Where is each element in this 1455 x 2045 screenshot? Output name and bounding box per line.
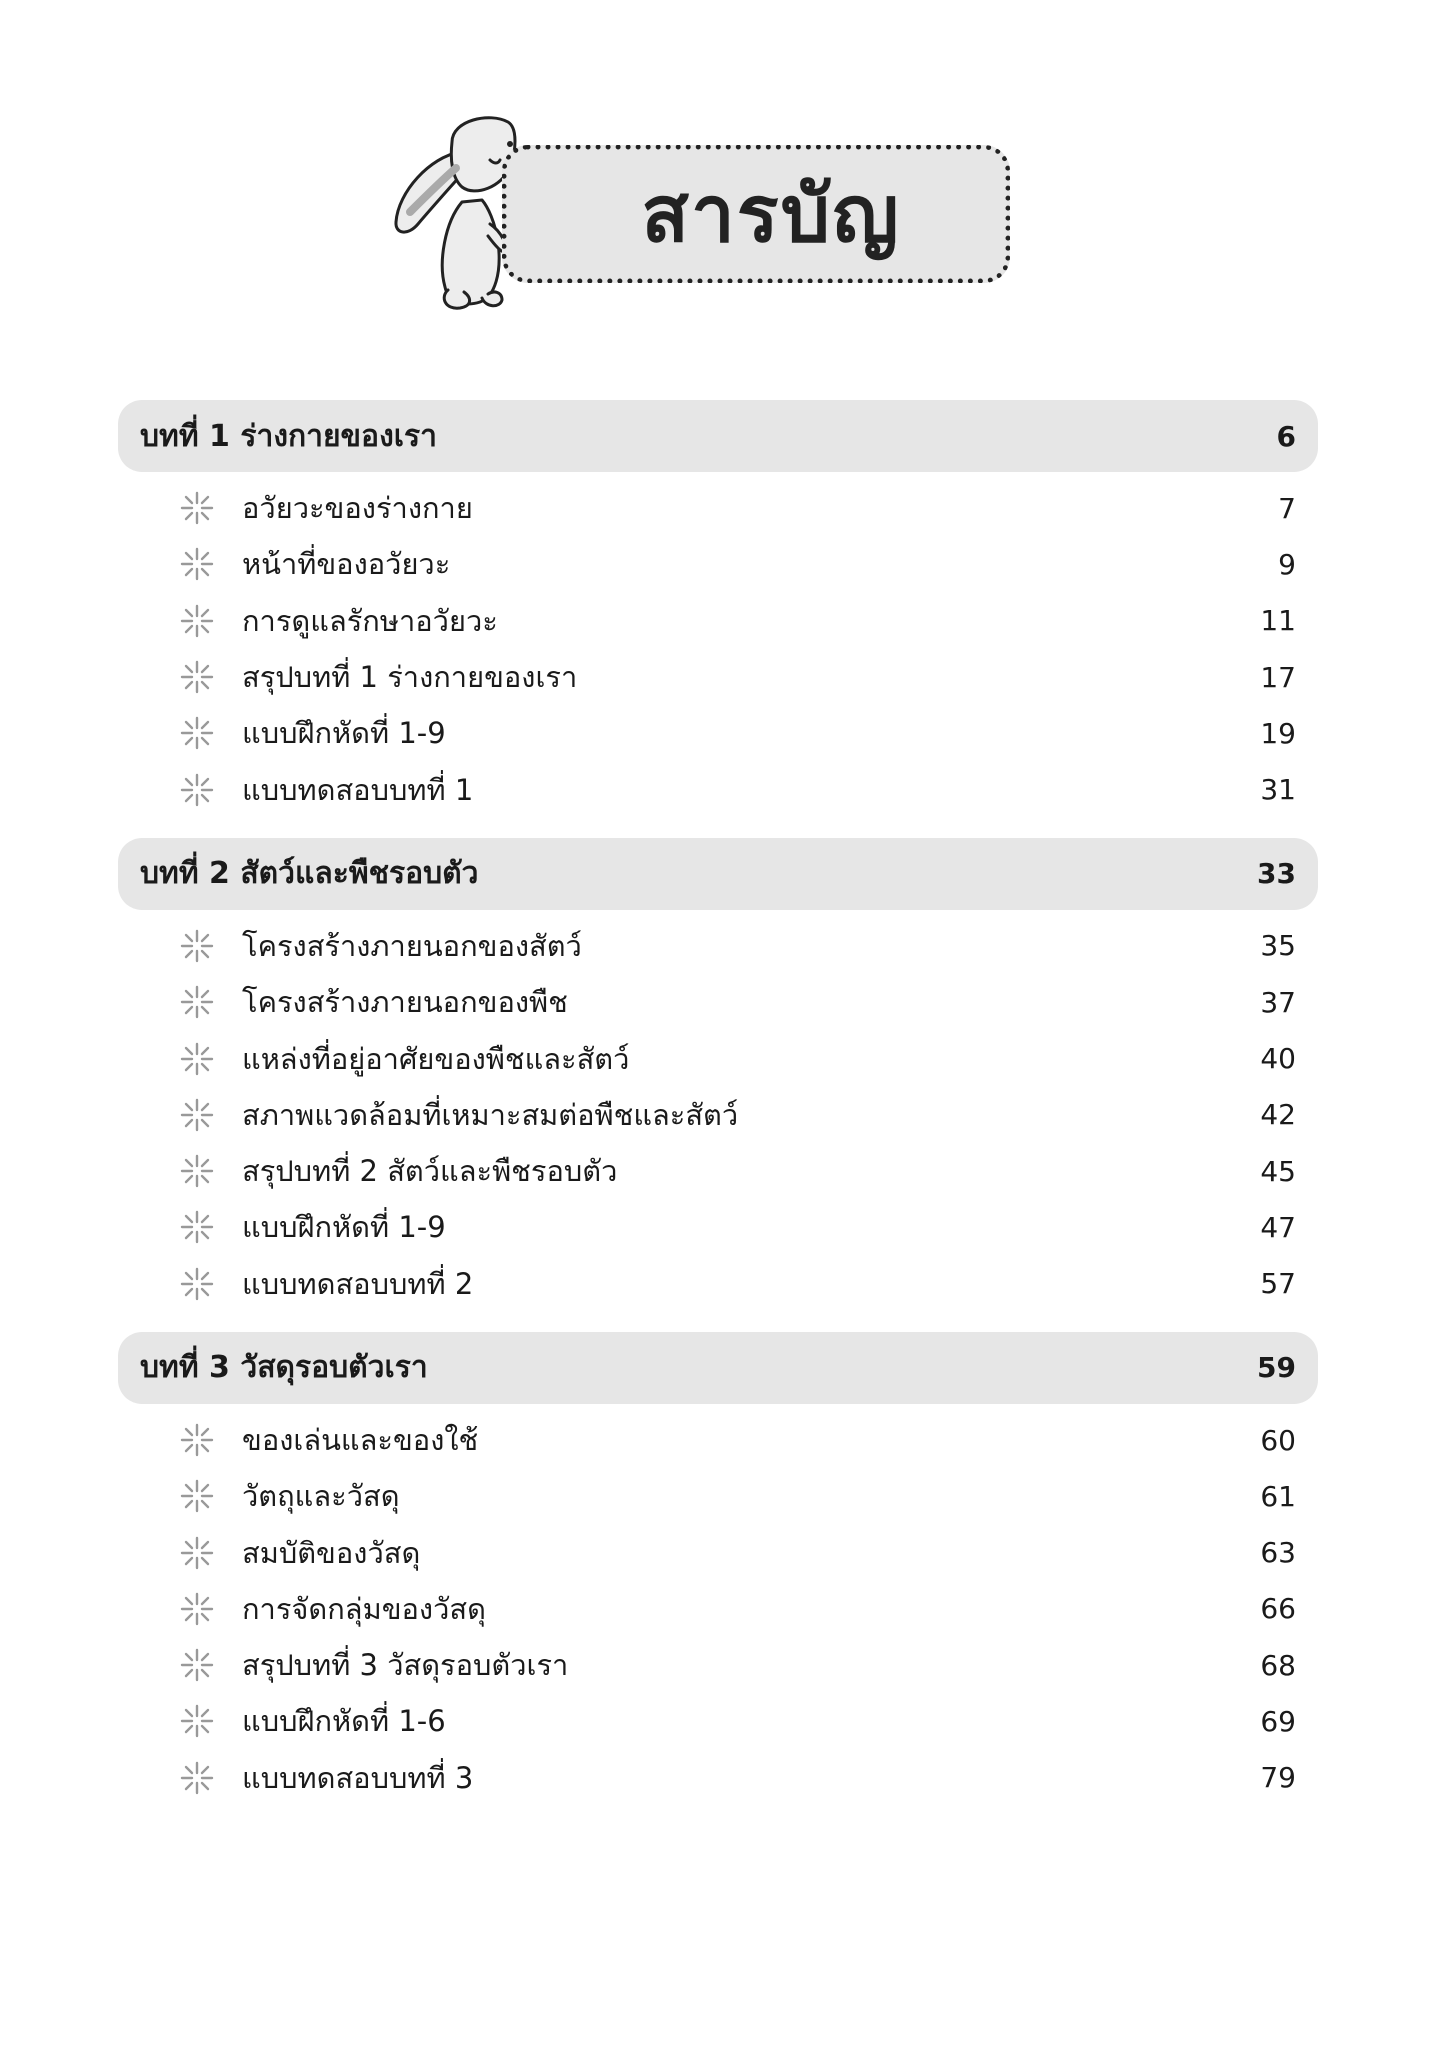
sparkle-bullet-icon xyxy=(180,1536,214,1570)
entry-page-number: 42 xyxy=(1260,1098,1296,1132)
chapter-3 xyxy=(118,1332,1318,1806)
chapter-header[interactable] xyxy=(118,400,1318,472)
chapter-entries xyxy=(118,480,1318,818)
entry-page-number: 9 xyxy=(1278,547,1296,581)
entry-page-number: 61 xyxy=(1260,1479,1296,1513)
sparkle-bullet-icon xyxy=(180,929,214,963)
chapter-entries xyxy=(118,918,1318,1312)
entry-page-number: 68 xyxy=(1260,1648,1296,1682)
sparkle-bullet-icon xyxy=(180,1423,214,1457)
toc-entry[interactable] xyxy=(118,761,1318,817)
toc-entry[interactable] xyxy=(118,1581,1318,1637)
table-of-contents xyxy=(118,400,1318,1826)
sparkle-bullet-icon xyxy=(180,1042,214,1076)
toc-entry[interactable] xyxy=(118,1030,1318,1086)
entry-title: แหล่งที่อยู่อาศัยของพืชและสัตว์ xyxy=(242,1041,630,1076)
page-title: สารบัญ xyxy=(641,170,901,260)
toc-entry[interactable] xyxy=(118,593,1318,649)
entry-page-number: 31 xyxy=(1260,773,1296,807)
toc-entry[interactable] xyxy=(118,536,1318,592)
toc-entry[interactable] xyxy=(118,649,1318,705)
entry-page-number: 69 xyxy=(1260,1704,1296,1738)
entry-title: แบบทดสอบบทที่ 1 xyxy=(242,772,474,807)
sparkle-bullet-icon xyxy=(180,716,214,750)
sparkle-bullet-icon xyxy=(180,547,214,581)
chapter-page-number: 33 xyxy=(1257,857,1296,891)
toc-header xyxy=(390,112,1030,312)
entry-title: แบบทดสอบบทที่ 3 xyxy=(242,1760,474,1795)
entry-page-number: 60 xyxy=(1260,1423,1296,1457)
toc-entry[interactable] xyxy=(118,1524,1318,1580)
title-box xyxy=(502,145,1010,283)
sparkle-bullet-icon xyxy=(180,985,214,1019)
entry-title: หน้าที่ของอวัยวะ xyxy=(242,547,451,582)
chapter-2 xyxy=(118,838,1318,1312)
toc-entry[interactable] xyxy=(118,1199,1318,1255)
entry-title: แบบฝึกหัดที่ 1-9 xyxy=(242,716,446,751)
toc-entry[interactable] xyxy=(118,918,1318,974)
entry-page-number: 66 xyxy=(1260,1592,1296,1626)
toc-entry[interactable] xyxy=(118,1750,1318,1806)
entry-title: โครงสร้างภายนอกของสัตว์ xyxy=(242,928,582,963)
entry-title: อวัยวะของร่างกาย xyxy=(242,491,473,526)
entry-page-number: 57 xyxy=(1260,1267,1296,1301)
sparkle-bullet-icon xyxy=(180,1267,214,1301)
toc-entry[interactable] xyxy=(118,1256,1318,1312)
toc-entry[interactable] xyxy=(118,974,1318,1030)
sparkle-bullet-icon xyxy=(180,660,214,694)
entry-page-number: 45 xyxy=(1260,1154,1296,1188)
chapter-page-number: 6 xyxy=(1276,419,1296,453)
chapter-header[interactable] xyxy=(118,838,1318,910)
entry-page-number: 63 xyxy=(1260,1536,1296,1570)
entry-title: แบบฝึกหัดที่ 1-6 xyxy=(242,1704,446,1739)
chapter-page-number: 59 xyxy=(1257,1351,1296,1385)
chapter-title: บทที่ 3 วัสดุรอบตัวเรา xyxy=(140,1350,428,1386)
entry-page-number: 47 xyxy=(1260,1210,1296,1244)
chapter-1 xyxy=(118,400,1318,818)
entry-title: สมบัติของวัสดุ xyxy=(242,1535,421,1570)
sparkle-bullet-icon xyxy=(180,1648,214,1682)
entry-page-number: 19 xyxy=(1260,716,1296,750)
chapter-title: บทที่ 2 สัตว์และพืชรอบตัว xyxy=(140,856,479,892)
toc-entry[interactable] xyxy=(118,1468,1318,1524)
entry-page-number: 17 xyxy=(1260,660,1296,694)
entry-title: วัตถุและวัสดุ xyxy=(242,1479,400,1514)
chapter-header[interactable] xyxy=(118,1332,1318,1404)
chapter-entries xyxy=(118,1412,1318,1806)
entry-title: โครงสร้างภายนอกของพืช xyxy=(242,985,568,1020)
entry-page-number: 40 xyxy=(1260,1042,1296,1076)
entry-page-number: 7 xyxy=(1278,491,1296,525)
entry-title: สรุปบทที่ 1 ร่างกายของเรา xyxy=(242,660,578,695)
entry-title: การจัดกลุ่มของวัสดุ xyxy=(242,1591,486,1626)
toc-entry[interactable] xyxy=(118,1412,1318,1468)
entry-title: สภาพแวดล้อมที่เหมาะสมต่อพืชและสัตว์ xyxy=(242,1097,739,1132)
sparkle-bullet-icon xyxy=(180,1154,214,1188)
entry-title: สรุปบทที่ 3 วัสดุรอบตัวเรา xyxy=(242,1648,569,1683)
entry-title: สรุปบทที่ 2 สัตว์และพืชรอบตัว xyxy=(242,1154,618,1189)
sparkle-bullet-icon xyxy=(180,1098,214,1132)
toc-entry[interactable] xyxy=(118,705,1318,761)
sparkle-bullet-icon xyxy=(180,1592,214,1626)
sparkle-bullet-icon xyxy=(180,604,214,638)
entry-title: แบบทดสอบบทที่ 2 xyxy=(242,1266,474,1301)
toc-entry[interactable] xyxy=(118,1693,1318,1749)
entry-title: การดูแลรักษาอวัยวะ xyxy=(242,603,498,638)
entry-title: แบบฝึกหัดที่ 1-9 xyxy=(242,1210,446,1245)
sparkle-bullet-icon xyxy=(180,1210,214,1244)
entry-title: ของเล่นและของใช้ xyxy=(242,1423,479,1457)
sparkle-bullet-icon xyxy=(180,1479,214,1513)
toc-entry[interactable] xyxy=(118,480,1318,536)
entry-page-number: 37 xyxy=(1260,985,1296,1019)
toc-entry[interactable] xyxy=(118,1637,1318,1693)
toc-entry[interactable] xyxy=(118,1143,1318,1199)
sparkle-bullet-icon xyxy=(180,491,214,525)
sparkle-bullet-icon xyxy=(180,773,214,807)
sparkle-bullet-icon xyxy=(180,1761,214,1795)
sparkle-bullet-icon xyxy=(180,1704,214,1738)
chapter-title: บทที่ 1 ร่างกายของเรา xyxy=(140,418,437,454)
entry-page-number: 79 xyxy=(1260,1761,1296,1795)
toc-entry[interactable] xyxy=(118,1087,1318,1143)
entry-page-number: 11 xyxy=(1260,604,1296,638)
entry-page-number: 35 xyxy=(1260,929,1296,963)
